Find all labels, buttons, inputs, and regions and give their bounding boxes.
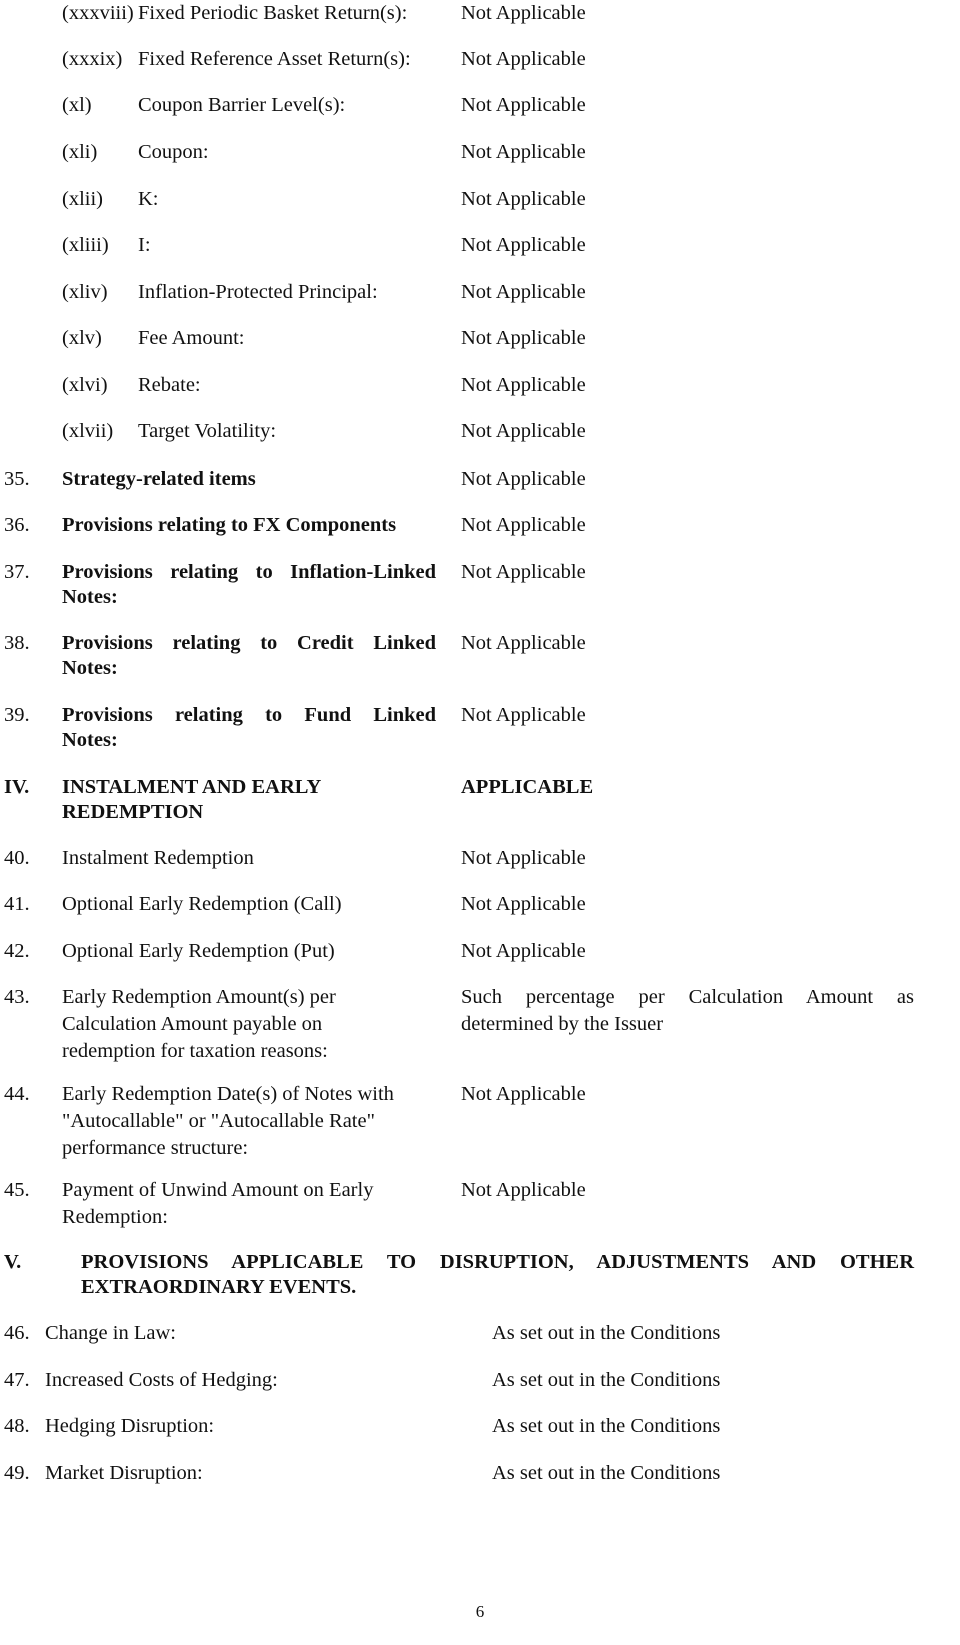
item-value: Not Applicable bbox=[461, 561, 586, 583]
item-label: Change in Law: bbox=[45, 1322, 176, 1344]
item-label: Provisions relating to Inflation-Linked bbox=[62, 561, 436, 583]
item-value: As set out in the Conditions bbox=[492, 1369, 721, 1391]
item-number: 44. bbox=[4, 1083, 30, 1105]
sub-item-value: Not Applicable bbox=[461, 327, 586, 349]
section-title: INSTALMENT AND EARLY bbox=[62, 776, 322, 798]
sub-item-label: K: bbox=[138, 188, 159, 210]
section-title: PROVISIONS APPLICABLE TO DISRUPTION, ADJUSTMENTS AND OTHER bbox=[81, 1251, 914, 1273]
item-label: Increased Costs of Hedging: bbox=[45, 1369, 278, 1391]
item-value: Not Applicable bbox=[461, 893, 586, 915]
item-value: Not Applicable bbox=[461, 1179, 586, 1201]
item-value: Not Applicable bbox=[461, 514, 586, 536]
item-value: Not Applicable bbox=[461, 468, 586, 490]
sub-item-number: (xliii) bbox=[62, 234, 109, 256]
item-label: Optional Early Redemption (Put) bbox=[62, 940, 335, 962]
item-label: Optional Early Redemption (Call) bbox=[62, 893, 342, 915]
item-label: Early Redemption Amount(s) per Calculation Amount payable on redemption for taxation reasons: bbox=[62, 986, 336, 1062]
item-number: 39. bbox=[4, 704, 30, 726]
sub-item-number: (xxxix) bbox=[62, 48, 123, 70]
item-label: Payment of Unwind Amount on Early Redemption: bbox=[62, 1179, 374, 1228]
item-label-line2: Notes: bbox=[62, 586, 118, 608]
sub-item-label: I: bbox=[138, 234, 151, 256]
item-label: Instalment Redemption bbox=[62, 847, 254, 869]
section-value: APPLICABLE bbox=[461, 776, 594, 798]
item-label: Hedging Disruption: bbox=[45, 1415, 215, 1437]
sub-item-number: (xlvii) bbox=[62, 420, 114, 442]
item-number: 41. bbox=[4, 893, 30, 915]
sub-item-label: Fee Amount: bbox=[138, 327, 245, 349]
sub-item-number: (xliv) bbox=[62, 281, 108, 303]
sub-item-label: Inflation-Protected Principal: bbox=[138, 281, 378, 303]
item-number: 43. bbox=[4, 986, 30, 1008]
sub-item-value: Not Applicable bbox=[461, 188, 586, 210]
sub-item-number: (xli) bbox=[62, 141, 98, 163]
section-number: IV. bbox=[4, 776, 30, 798]
sub-item-value: Not Applicable bbox=[461, 374, 586, 396]
item-label: Early Redemption Date(s) of Notes with "Autocallable" or "Autocallable Rate" performance structure: bbox=[62, 1083, 394, 1159]
sub-item-label: Fixed Reference Asset Return(s): bbox=[138, 48, 411, 70]
item-number: 40. bbox=[4, 847, 30, 869]
item-number: 46. bbox=[4, 1322, 30, 1344]
sub-item-number: (xlv) bbox=[62, 327, 102, 349]
sub-item-value: Not Applicable bbox=[461, 234, 586, 256]
item-label: Provisions relating to FX Components bbox=[62, 514, 397, 536]
item-value: As set out in the Conditions bbox=[492, 1462, 721, 1484]
sub-item-number: (xlvi) bbox=[62, 374, 108, 396]
sub-item-value: Not Applicable bbox=[461, 2, 586, 24]
sub-item-number: (xxxviii) bbox=[62, 2, 134, 24]
sub-item-value: Not Applicable bbox=[461, 94, 586, 116]
item-number: 37. bbox=[4, 561, 30, 583]
sub-item-label: Coupon: bbox=[138, 141, 209, 163]
item-number: 48. bbox=[4, 1415, 30, 1437]
item-label: Provisions relating to Fund Linked bbox=[62, 704, 436, 726]
item-label-line2: Notes: bbox=[62, 657, 118, 679]
item-number: 45. bbox=[4, 1179, 30, 1201]
sub-item-value: Not Applicable bbox=[461, 141, 586, 163]
item-number: 47. bbox=[4, 1369, 30, 1391]
item-number: 49. bbox=[4, 1462, 30, 1484]
sub-item-number: (xl) bbox=[62, 94, 92, 116]
item-label: Provisions relating to Credit Linked bbox=[62, 632, 436, 654]
sub-item-label: Rebate: bbox=[138, 374, 201, 396]
sub-item-label: Fixed Periodic Basket Return(s): bbox=[138, 2, 408, 24]
item-value: Not Applicable bbox=[461, 1083, 586, 1105]
item-number: 38. bbox=[4, 632, 30, 654]
item-value: Not Applicable bbox=[461, 704, 586, 726]
item-number: 36. bbox=[4, 514, 30, 536]
item-value: As set out in the Conditions bbox=[492, 1415, 721, 1437]
item-value: Such percentage per Calculation Amount as determined by the Issuer bbox=[461, 986, 914, 1035]
section-number: V. bbox=[4, 1251, 22, 1273]
sub-item-value: Not Applicable bbox=[461, 281, 586, 303]
item-value: As set out in the Conditions bbox=[492, 1322, 721, 1344]
sub-item-label: Coupon Barrier Level(s): bbox=[138, 94, 346, 116]
item-value: Not Applicable bbox=[461, 940, 586, 962]
item-label: Market Disruption: bbox=[45, 1462, 203, 1484]
sub-item-value: Not Applicable bbox=[461, 48, 586, 70]
item-number: 42. bbox=[4, 940, 30, 962]
item-value: Not Applicable bbox=[461, 847, 586, 869]
item-label: Strategy-related items bbox=[62, 468, 256, 490]
sub-item-value: Not Applicable bbox=[461, 420, 586, 442]
section-title-line2: EXTRAORDINARY EVENTS. bbox=[81, 1276, 357, 1298]
item-value: Not Applicable bbox=[461, 632, 586, 654]
item-label-line2: Notes: bbox=[62, 729, 118, 751]
section-title-line2: REDEMPTION bbox=[62, 801, 204, 823]
page-number: 6 bbox=[475, 1602, 485, 1621]
item-number: 35. bbox=[4, 468, 30, 490]
sub-item-label: Target Volatility: bbox=[138, 420, 277, 442]
sub-item-number: (xlii) bbox=[62, 188, 103, 210]
